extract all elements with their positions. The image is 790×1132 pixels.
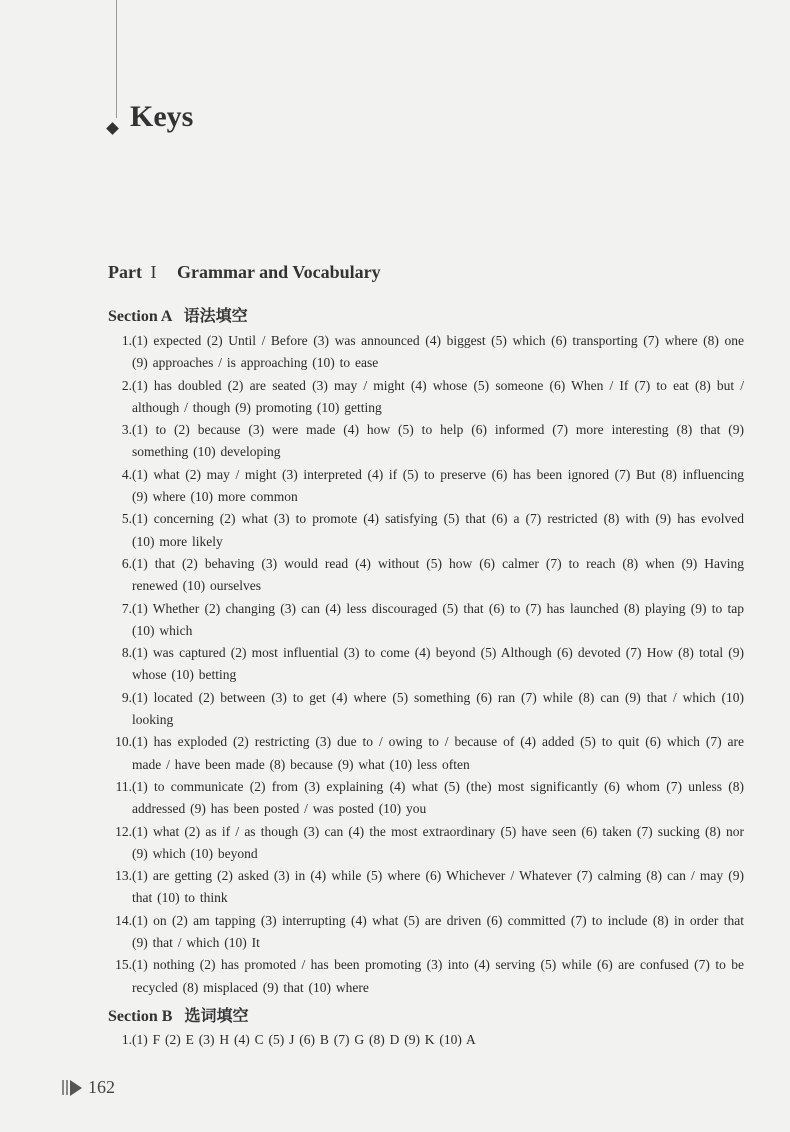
item-answers: (1) to communicate (2) from (3) explaining (4) what (5) (the) most significantly (6) whom (7) unless (8) addressed (9) has been posted / was posted (10) you bbox=[132, 778, 744, 817]
answer-item bbox=[114, 865, 744, 910]
part-label: Part bbox=[108, 262, 142, 282]
answer-item bbox=[114, 910, 744, 955]
item-answers: (1) Whether (2) changing (3) can (4) less discouraged (5) that (6) to (7) has launched (8) playing (9) to tap (10) which bbox=[132, 600, 744, 638]
item-number: 13. bbox=[115, 868, 132, 884]
item-number: 11. bbox=[115, 778, 132, 794]
item-answers: (1) what (2) as if / as though (3) can (4) the most extraordinary (5) have seen (6) taken (7) sucking (8) nor (9) which (10) beyond bbox=[132, 823, 744, 861]
section-b-cn-title: 选词填空 bbox=[184, 1006, 249, 1025]
answer-item bbox=[114, 508, 744, 553]
page-title: Keys bbox=[130, 100, 194, 133]
item-number: 1. bbox=[121, 333, 132, 348]
item-number: 2. bbox=[121, 377, 132, 393]
answer-item bbox=[114, 776, 744, 821]
part-title: Grammar and Vocabulary bbox=[176, 262, 381, 282]
answer-item bbox=[114, 642, 744, 687]
item-answers: (1) concerning (2) what (3) to promote (4) satisfying (5) that (6) a (7) restricted (8) with (9) has evolved (10) more likely bbox=[132, 511, 744, 549]
answer-item bbox=[114, 330, 744, 375]
item-answers: (1) located (2) between (3) to get (4) where (5) something (6) ran (7) while (8) can (9) that / which (10) looking bbox=[132, 689, 744, 728]
answer-item bbox=[114, 375, 744, 420]
item-number: 14. bbox=[115, 912, 132, 928]
item-number: 3. bbox=[121, 422, 132, 438]
item-answers: (1) are getting (2) asked (3) in (4) while (5) where (6) Whichever / Whatever (7) calming (8) can / may (9) that (10) to think bbox=[132, 868, 744, 906]
item-answers: (1) that (2) behaving (3) would read (4) without (5) how (6) calmer (7) to reach (8) when (9) Having renewed (10) ourselves bbox=[132, 555, 744, 594]
diamond-bullet-icon bbox=[106, 122, 119, 135]
answer-item bbox=[114, 821, 744, 866]
item-answers: (1) to (2) because (3) were made (4) how (5) to help (6) informed (7) more interesting (8) that (9) something (10) developing bbox=[132, 422, 744, 460]
answer-item bbox=[114, 464, 744, 509]
page-footer bbox=[62, 1077, 115, 1098]
part-heading bbox=[108, 262, 381, 283]
item-number: 12. bbox=[115, 823, 132, 839]
item-answers: (1) has exploded (2) restricting (3) due to / owing to / because of (4) added (5) to quit (6) which (7) are made / have been made (8) because (9) what (10) less often bbox=[132, 734, 744, 772]
item-answers: (1) has doubled (2) are seated (3) may / might (4) whose (5) someone (6) When / If (7) to eat (8) but / although / though (9) promoting (10) getting bbox=[132, 377, 744, 415]
section-a-heading bbox=[108, 303, 248, 326]
answer-item bbox=[114, 731, 744, 776]
section-b-label: Section B bbox=[108, 1008, 173, 1025]
answer-item bbox=[114, 598, 744, 643]
section-b-heading bbox=[108, 1003, 248, 1026]
section-a-cn-title: 语法填空 bbox=[183, 306, 248, 325]
item-number: 7. bbox=[121, 600, 132, 616]
item-answers: (1) expected (2) Until / Before (3) was announced (4) biggest (5) which (6) transporting (7) where (8) one (9) approaches / is approaching (10) to ease bbox=[132, 333, 744, 371]
item-answers: (1) was captured (2) most influential (3) to come (4) beyond (5) Although (6) devoted (7) How (8) total (9) whose (10) betting bbox=[132, 645, 744, 683]
answer-item bbox=[114, 687, 744, 732]
item-number: 10. bbox=[115, 734, 132, 750]
section-a-answer-list bbox=[114, 330, 744, 999]
item-answers: (1) on (2) am tapping (3) interrupting (4) what (5) are driven (6) committed (7) to include (8) in order that (9) that / which (10) It bbox=[132, 912, 744, 951]
answer-item bbox=[114, 419, 744, 464]
answer-item bbox=[114, 553, 744, 598]
item-number: 9. bbox=[121, 689, 132, 705]
footer-bars-icon bbox=[62, 1080, 68, 1095]
answer-item bbox=[114, 1029, 744, 1051]
item-number: 1. bbox=[121, 1032, 132, 1047]
section-b-answer-list bbox=[114, 1029, 744, 1051]
decorative-vertical-line bbox=[116, 0, 117, 118]
item-answers: (1) F (2) E (3) H (4) C (5) J (6) B (7) G (8) D (9) K (10) A bbox=[132, 1032, 476, 1047]
item-number: 6. bbox=[121, 555, 132, 571]
play-arrow-icon bbox=[70, 1080, 82, 1096]
item-number: 4. bbox=[121, 466, 132, 482]
page-number: 162 bbox=[88, 1077, 115, 1097]
item-number: 15. bbox=[115, 957, 132, 973]
item-number: 8. bbox=[121, 645, 132, 661]
item-answers: (1) nothing (2) has promoted / has been promoting (3) into (4) serving (5) while (6) are confused (7) to be recycled (8) misplaced (9) that (10) where bbox=[132, 957, 744, 995]
answer-item bbox=[114, 954, 744, 999]
item-answers: (1) what (2) may / might (3) interpreted (4) if (5) to preserve (6) has been ignored (7) But (8) influencing (9) where (10) more common bbox=[132, 466, 744, 505]
item-number: 5. bbox=[121, 511, 132, 527]
section-a-label: Section A bbox=[108, 308, 172, 325]
part-roman: I bbox=[150, 262, 157, 282]
